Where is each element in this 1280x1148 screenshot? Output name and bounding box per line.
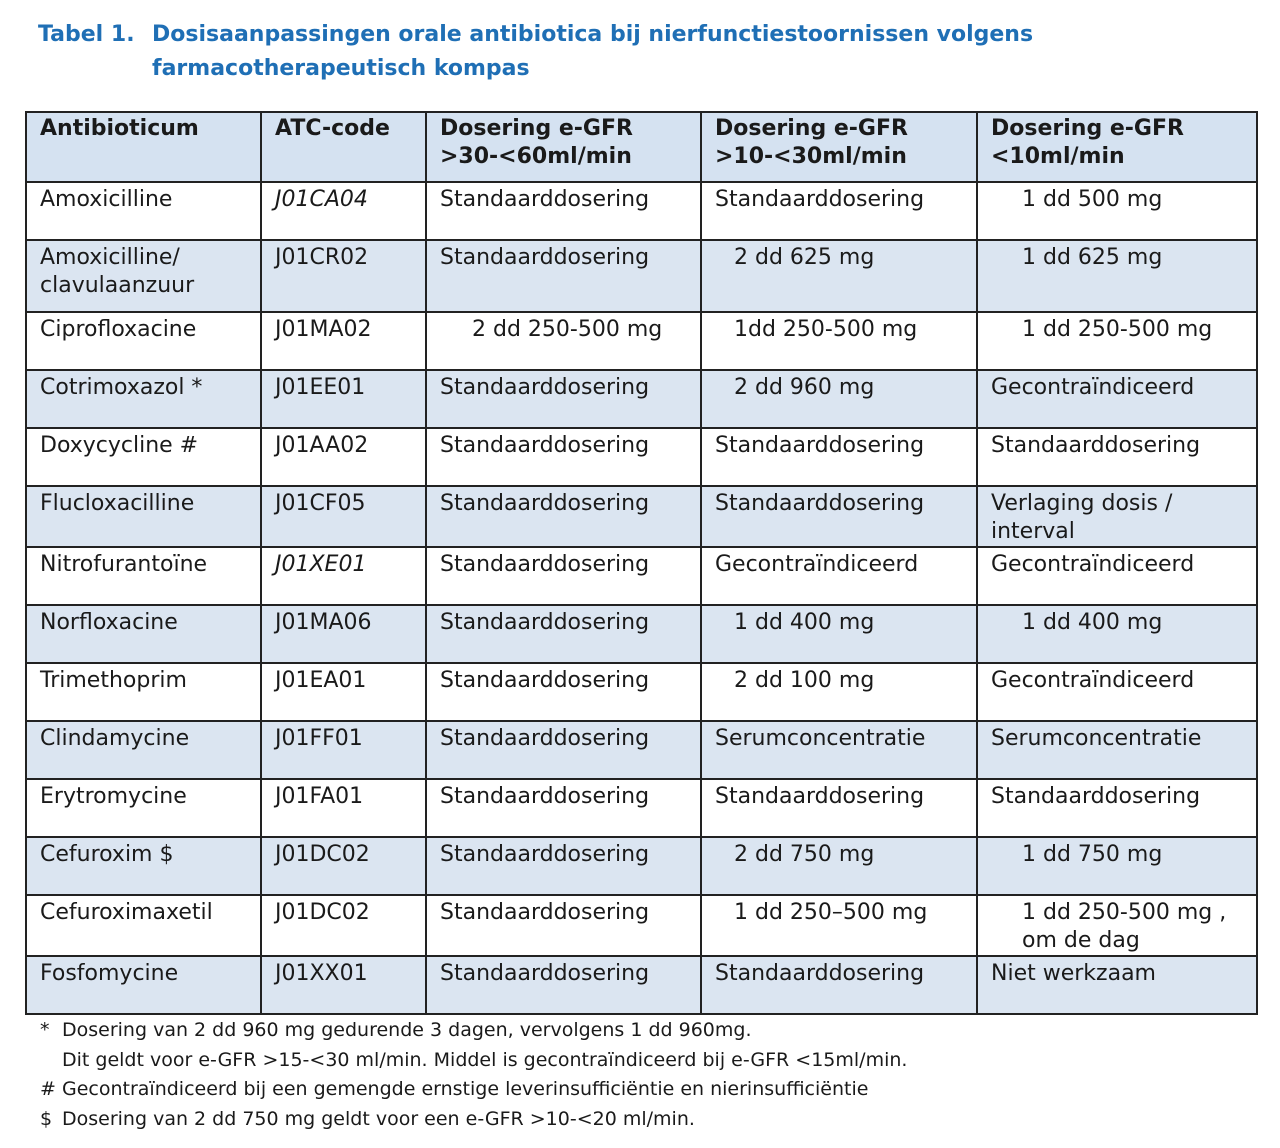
dose-under-10: 1 dd 250-500 mg	[977, 312, 1257, 370]
antibiotic-name: Amoxicilline/ clavulaanzuur	[26, 240, 261, 312]
dose-under-10: Gecontraïndiceerd	[977, 547, 1257, 605]
dose-30-60: Standaarddosering	[426, 605, 701, 663]
dose-30-60: Standaarddosering	[426, 721, 701, 779]
dose-30-60: Standaarddosering	[426, 182, 701, 240]
header-dose-under-10	[977, 112, 1257, 182]
dose-under-10: Gecontraïndiceerd	[977, 370, 1257, 428]
dose-10-30: 1 dd 400 mg	[701, 605, 977, 663]
header-dose-30-60	[426, 112, 701, 182]
table-row	[26, 182, 1257, 240]
atc-code: J01CR02	[261, 240, 426, 312]
dose-under-10: 1 dd 750 mg	[977, 837, 1257, 895]
dose-under-10: 1 dd 400 mg	[977, 605, 1257, 663]
table-row	[26, 663, 1257, 721]
dose-10-30: 2 dd 100 mg	[701, 663, 977, 721]
dose-30-60: Standaarddosering	[426, 486, 701, 547]
footnote-dollar-symbol: $	[40, 1107, 53, 1130]
table-row	[26, 605, 1257, 663]
footnote-star-continued: Dit geldt voor e-GFR >15-<30 ml/min. Middel is gecontraïndiceerd bij e-GFR <15ml/min.	[62, 1048, 908, 1071]
footnote-hash	[40, 1075, 1260, 1105]
dose-under-10: 1 dd 625 mg	[977, 240, 1257, 312]
atc-code: J01DC02	[261, 895, 426, 956]
footnote-hash-text: Gecontraïndiceerd bij een gemengde ernstige leverinsufficiëntie en nierinsufficiëntie	[62, 1078, 869, 1100]
table-footnotes	[40, 1016, 1260, 1134]
antibiotic-name: Doxycycline #	[26, 428, 261, 486]
dose-30-60: Standaarddosering	[426, 428, 701, 486]
antibiotic-name: Trimethoprim	[26, 663, 261, 721]
dose-10-30: 1 dd 250–500 mg	[701, 895, 977, 956]
table-row	[26, 486, 1257, 547]
atc-code: J01CF05	[261, 486, 426, 547]
footnote-hash-symbol: #	[40, 1078, 56, 1100]
header-dose-under-10-line2: <10ml/min	[991, 144, 1125, 169]
antibiotic-name: Flucloxacilline	[26, 486, 261, 547]
table-row	[26, 956, 1257, 1014]
antibiotic-name: Cotrimoxazol *	[26, 370, 261, 428]
antibiotic-name: Nitrofurantoïne	[26, 547, 261, 605]
header-dose-10-30	[701, 112, 977, 182]
table-row	[26, 312, 1257, 370]
caption-line-1: Dosisaanpassingen orale antibiotica bij nierfunctiestoornissen volgens	[152, 22, 1034, 47]
dose-10-30: Standaarddosering	[701, 182, 977, 240]
dose-30-60: Standaarddosering	[426, 663, 701, 721]
dose-under-10: Standaarddosering	[977, 428, 1257, 486]
footnote-star-text-1: Dosering van 2 dd 960 mg gedurende 3 dagen, vervolgens 1 dd 960mg.	[62, 1019, 752, 1041]
dose-10-30: 2 dd 750 mg	[701, 837, 977, 895]
antibiotic-name: Cefuroximaxetil	[26, 895, 261, 956]
table-row	[26, 547, 1257, 605]
header-atc: ATC-code	[261, 112, 426, 182]
dosage-table	[25, 111, 1258, 1015]
antibiotic-name: Amoxicilline	[26, 182, 261, 240]
dose-30-60: Standaarddosering	[426, 895, 701, 956]
antibiotic-name: Norfloxacine	[26, 605, 261, 663]
dose-10-30: Standaarddosering	[701, 779, 977, 837]
dose-10-30: 2 dd 960 mg	[701, 370, 977, 428]
dose-30-60: Standaarddosering	[426, 956, 701, 1014]
antibiotic-name: Fosfomycine	[26, 956, 261, 1014]
atc-code: J01CA04	[261, 182, 426, 240]
header-dose-30-60-line1: Dosering e-GFR	[440, 116, 633, 141]
footnote-dollar	[40, 1105, 1260, 1135]
dose-under-10: Standaarddosering	[977, 779, 1257, 837]
dose-10-30: Standaarddosering	[701, 956, 977, 1014]
table-row	[26, 895, 1257, 956]
table-row	[26, 428, 1257, 486]
dose-under-10: 1 dd 500 mg	[977, 182, 1257, 240]
atc-code: J01MA02	[261, 312, 426, 370]
antibiotic-name: Ciprofloxacine	[26, 312, 261, 370]
table-row	[26, 370, 1257, 428]
dose-30-60: 2 dd 250-500 mg	[426, 312, 701, 370]
dose-10-30: Standaarddosering	[701, 428, 977, 486]
atc-code: J01XX01	[261, 956, 426, 1014]
dose-under-10: Niet werkzaam	[977, 956, 1257, 1014]
dose-30-60: Standaarddosering	[426, 837, 701, 895]
atc-code: J01FA01	[261, 779, 426, 837]
header-dose-10-30-line1: Dosering e-GFR	[715, 116, 908, 141]
antibiotic-name: Cefuroxim $	[26, 837, 261, 895]
caption-number: Tabel 1.	[38, 22, 135, 47]
table-row	[26, 240, 1257, 312]
table-caption	[38, 18, 1258, 86]
antibiotic-name: Clindamycine	[26, 721, 261, 779]
footnote-star-symbol: *	[40, 1019, 50, 1041]
table-row	[26, 837, 1257, 895]
dose-10-30: 1dd 250-500 mg	[701, 312, 977, 370]
atc-code: J01FF01	[261, 721, 426, 779]
table-row	[26, 721, 1257, 779]
dose-10-30: Gecontraïndiceerd	[701, 547, 977, 605]
dose-under-10: 1 dd 250-500 mg , om de dag	[977, 895, 1257, 956]
dose-under-10: Verlaging dosis / interval	[977, 486, 1257, 547]
dose-10-30: 2 dd 625 mg	[701, 240, 977, 312]
atc-code: J01AA02	[261, 428, 426, 486]
dose-10-30: Serumconcentratie	[701, 721, 977, 779]
atc-code: J01DC02	[261, 837, 426, 895]
table-header-row	[26, 112, 1257, 182]
footnote-dollar-text: Dosering van 2 dd 750 mg geldt voor een e-GFR >10-<20 ml/min.	[62, 1107, 695, 1130]
antibiotic-name: Erytromycine	[26, 779, 261, 837]
atc-code: J01XE01	[261, 547, 426, 605]
atc-code: J01MA06	[261, 605, 426, 663]
dose-under-10: Gecontraïndiceerd	[977, 663, 1257, 721]
table-row	[26, 779, 1257, 837]
header-dose-30-60-line2: >30-<60ml/min	[440, 144, 632, 169]
atc-code: J01EA01	[261, 663, 426, 721]
dose-30-60: Standaarddosering	[426, 547, 701, 605]
header-dose-10-30-line2: >10-<30ml/min	[715, 144, 907, 169]
header-dose-under-10-line1: Dosering e-GFR	[991, 116, 1184, 141]
header-antibiotic: Antibioticum	[26, 112, 261, 182]
dose-under-10: Serumconcentratie	[977, 721, 1257, 779]
dose-30-60: Standaarddosering	[426, 779, 701, 837]
footnote-star	[40, 1016, 1260, 1046]
dose-10-30: Standaarddosering	[701, 486, 977, 547]
atc-code: J01EE01	[261, 370, 426, 428]
dose-30-60: Standaarddosering	[426, 370, 701, 428]
caption-line-2: farmacotherapeutisch kompas	[152, 56, 530, 81]
dose-30-60: Standaarddosering	[426, 240, 701, 312]
